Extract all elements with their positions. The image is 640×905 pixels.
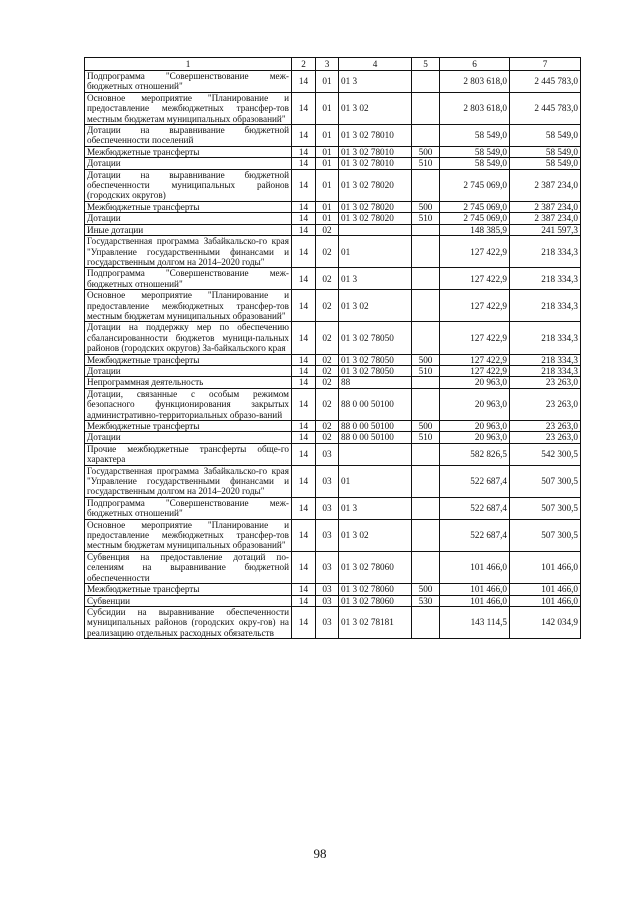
row-amount-cell: 2 745 069,0 [440,201,510,212]
table-row [85,213,581,224]
row-amount-cell: 58 549,0 [440,158,510,169]
row-target-code-cell: 88 0 00 50100 [339,388,412,420]
row-amount-cell: 2 803 618,0 [440,71,510,93]
row-subsection-cell: 02 [316,354,339,365]
table-row [85,584,581,595]
row-target-code-cell: 88 0 00 50100 [339,432,412,443]
row-name-cell: Дотации на выравнивание бюджетной обеспеченности поселений [85,125,292,147]
budget-table [84,57,581,639]
row-name-cell: Дотации на поддержку мер по обеспечению сбалансированности бюджетов муници-пальных районов (городских округов) За-байкальского края [85,322,292,354]
row-amount-cell: 2 745 069,0 [440,169,510,201]
table-row [85,365,581,376]
row-target-code-cell: 01 3 02 78060 [339,551,412,583]
row-code-cell: 14 [292,92,316,124]
row-name-cell: Субсидии на выравнивание обеспеченности муниципальных районов (городских окру-гов) на реализацию отдельных расходных обязательств [85,606,292,638]
row-expense-type-cell [412,606,440,638]
row-amount-cell: 2 445 783,0 [510,92,581,124]
row-target-code-cell: 88 0 00 50100 [339,421,412,432]
row-amount-cell: 582 826,5 [440,443,510,465]
row-subsection-cell: 01 [316,169,339,201]
row-amount-cell: 101 466,0 [440,551,510,583]
row-target-code-cell: 01 3 02 78050 [339,322,412,354]
row-amount-cell: 2 803 618,0 [440,92,510,124]
row-subsection-cell: 03 [316,443,339,465]
row-name-cell: Подпрограмма "Совершенствование меж-бюджетных отношений" [85,71,292,93]
row-target-code-cell: 01 [339,236,412,268]
row-target-code-cell: 01 3 02 [339,519,412,551]
table-row [85,606,581,638]
row-name-cell: Подпрограмма "Совершенствование меж-бюджетных отношений" [85,497,292,519]
header-cell: 5 [412,58,440,71]
row-subsection-cell: 01 [316,71,339,93]
row-amount-cell: 2 387 234,0 [510,169,581,201]
row-name-cell: Межбюджетные трансферты [85,584,292,595]
row-code-cell: 14 [292,551,316,583]
row-subsection-cell: 02 [316,388,339,420]
row-expense-type-cell [412,443,440,465]
row-code-cell: 14 [292,158,316,169]
row-expense-type-cell: 500 [412,354,440,365]
row-expense-type-cell [412,290,440,322]
row-target-code-cell: 01 3 02 78010 [339,146,412,157]
row-name-cell: Межбюджетные трансферты [85,354,292,365]
header-cell: 7 [510,58,581,71]
row-amount-cell: 20 963,0 [440,377,510,388]
row-target-code-cell: 01 3 02 78060 [339,584,412,595]
row-amount-cell: 101 466,0 [510,584,581,595]
row-expense-type-cell: 500 [412,201,440,212]
row-amount-cell: 218 334,3 [510,236,581,268]
row-target-code-cell: 01 3 02 [339,92,412,124]
row-expense-type-cell: 500 [412,584,440,595]
row-subsection-cell: 01 [316,92,339,124]
row-subsection-cell: 03 [316,551,339,583]
row-amount-cell: 127 422,9 [440,290,510,322]
row-code-cell: 14 [292,443,316,465]
table-row [85,268,581,290]
row-name-cell: Непрограммная деятельность [85,377,292,388]
row-amount-cell: 20 963,0 [440,421,510,432]
row-name-cell: Дотации [85,365,292,376]
row-subsection-cell: 01 [316,158,339,169]
row-code-cell: 14 [292,224,316,235]
row-amount-cell: 143 114,5 [440,606,510,638]
header-cell: 4 [339,58,412,71]
row-subsection-cell: 01 [316,146,339,157]
row-amount-cell: 218 334,3 [510,322,581,354]
row-code-cell: 14 [292,236,316,268]
table-row [85,421,581,432]
row-amount-cell: 241 597,3 [510,224,581,235]
row-target-code-cell: 01 3 02 78060 [339,595,412,606]
row-code-cell: 14 [292,169,316,201]
row-amount-cell: 218 334,3 [510,354,581,365]
row-expense-type-cell: 510 [412,158,440,169]
row-amount-cell: 101 466,0 [440,584,510,595]
row-amount-cell: 507 300,5 [510,519,581,551]
row-name-cell: Дотации [85,432,292,443]
row-target-code-cell: 01 3 [339,71,412,93]
row-expense-type-cell [412,388,440,420]
row-expense-type-cell [412,465,440,497]
table-row [85,290,581,322]
row-name-cell: Основное мероприятие "Планирование и предоставление межбюджетных трансфер-тов местным бюджетам муниципальных образований" [85,519,292,551]
table-row [85,71,581,93]
row-target-code-cell [339,224,412,235]
row-amount-cell: 23 263,0 [510,432,581,443]
row-subsection-cell: 01 [316,125,339,147]
row-amount-cell: 20 963,0 [440,388,510,420]
row-name-cell: Подпрограмма "Совершенствование меж-бюджетных отношений" [85,268,292,290]
row-amount-cell: 23 263,0 [510,388,581,420]
row-code-cell: 14 [292,465,316,497]
row-amount-cell: 2 445 783,0 [510,71,581,93]
row-amount-cell: 23 263,0 [510,421,581,432]
row-expense-type-cell: 510 [412,365,440,376]
row-expense-type-cell [412,322,440,354]
table-row [85,92,581,124]
row-subsection-cell: 01 [316,201,339,212]
row-amount-cell: 148 385,9 [440,224,510,235]
row-amount-cell: 522 687,4 [440,519,510,551]
row-expense-type-cell [412,519,440,551]
table-row [85,519,581,551]
header-cell: 1 [85,58,292,71]
table-row [85,354,581,365]
row-amount-cell: 127 422,9 [440,268,510,290]
row-amount-cell: 23 263,0 [510,377,581,388]
row-amount-cell: 58 549,0 [440,125,510,147]
table-row [85,322,581,354]
row-subsection-cell: 03 [316,497,339,519]
row-expense-type-cell: 530 [412,595,440,606]
row-target-code-cell [339,443,412,465]
row-expense-type-cell [412,224,440,235]
row-expense-type-cell [412,125,440,147]
row-name-cell: Государственная программа Забайкальско-го края "Управление государственными финансами и государственным долгом на 2014–2020 годы" [85,465,292,497]
row-target-code-cell: 01 3 02 78010 [339,125,412,147]
row-amount-cell: 127 422,9 [440,354,510,365]
row-name-cell: Субвенция на предоставление дотаций по-селениям на выравнивание бюджетной обеспеченности [85,551,292,583]
row-expense-type-cell [412,551,440,583]
row-amount-cell: 142 034,9 [510,606,581,638]
row-expense-type-cell [412,268,440,290]
row-code-cell: 14 [292,354,316,365]
row-amount-cell: 58 549,0 [510,158,581,169]
row-amount-cell: 101 466,0 [440,595,510,606]
row-code-cell: 14 [292,432,316,443]
table-row [85,443,581,465]
row-amount-cell: 218 334,3 [510,268,581,290]
table-row [85,465,581,497]
row-name-cell: Иные дотации [85,224,292,235]
page-number: 98 [313,846,327,861]
row-amount-cell: 58 549,0 [510,146,581,157]
row-expense-type-cell [412,71,440,93]
row-amount-cell: 58 549,0 [440,146,510,157]
row-code-cell: 14 [292,519,316,551]
row-subsection-cell: 02 [316,290,339,322]
row-subsection-cell: 03 [316,465,339,497]
row-code-cell: 14 [292,146,316,157]
table-row [85,158,581,169]
row-name-cell: Дотации, связанные с особым режимом безопасного функционирования закрытых административно-территориальных образо-ваний [85,388,292,420]
row-subsection-cell: 02 [316,224,339,235]
row-name-cell: Межбюджетные трансферты [85,421,292,432]
row-target-code-cell: 88 [339,377,412,388]
row-amount-cell: 507 300,5 [510,465,581,497]
row-amount-cell: 127 422,9 [440,322,510,354]
row-expense-type-cell [412,377,440,388]
table-row [85,551,581,583]
row-subsection-cell: 03 [316,595,339,606]
row-amount-cell: 101 466,0 [510,595,581,606]
row-name-cell: Основное мероприятие "Планирование и предоставление межбюджетных трансфер-тов местным бюджетам муниципальных образований" [85,290,292,322]
row-target-code-cell: 01 3 02 78050 [339,354,412,365]
row-amount-cell: 127 422,9 [440,365,510,376]
table-row [85,377,581,388]
table-row [85,224,581,235]
row-target-code-cell: 01 3 02 78020 [339,213,412,224]
row-expense-type-cell [412,92,440,124]
table-row [85,201,581,212]
row-subsection-cell: 03 [316,584,339,595]
table-row [85,146,581,157]
row-subsection-cell: 01 [316,213,339,224]
row-code-cell: 14 [292,497,316,519]
row-subsection-cell: 02 [316,365,339,376]
row-subsection-cell: 02 [316,377,339,388]
row-name-cell: Дотации [85,213,292,224]
row-expense-type-cell: 510 [412,432,440,443]
row-name-cell: Дотации [85,158,292,169]
row-code-cell: 14 [292,606,316,638]
row-name-cell: Основное мероприятие "Планирование и предоставление межбюджетных трансфер-тов местным бюджетам муниципальных образований" [85,92,292,124]
row-amount-cell: 542 300,5 [510,443,581,465]
row-target-code-cell: 01 3 02 78181 [339,606,412,638]
row-amount-cell: 522 687,4 [440,465,510,497]
row-amount-cell: 522 687,4 [440,497,510,519]
header-cell: 6 [440,58,510,71]
row-expense-type-cell [412,169,440,201]
row-subsection-cell: 02 [316,421,339,432]
row-code-cell: 14 [292,322,316,354]
row-code-cell: 14 [292,584,316,595]
row-name-cell: Дотации на выравнивание бюджетной обеспеченности муниципальных районов (городских округов) [85,169,292,201]
table-body [85,58,581,639]
row-subsection-cell: 02 [316,322,339,354]
header-cell: 2 [292,58,316,71]
row-name-cell: Межбюджетные трансферты [85,201,292,212]
header-row [85,58,581,71]
row-subsection-cell: 02 [316,432,339,443]
row-name-cell: Межбюджетные трансферты [85,146,292,157]
row-code-cell: 14 [292,595,316,606]
row-amount-cell: 127 422,9 [440,236,510,268]
row-expense-type-cell: 500 [412,421,440,432]
row-expense-type-cell [412,236,440,268]
row-target-code-cell: 01 3 [339,497,412,519]
row-amount-cell: 218 334,3 [510,365,581,376]
row-subsection-cell: 02 [316,268,339,290]
table-row [85,125,581,147]
row-target-code-cell: 01 3 02 [339,290,412,322]
table-row [85,388,581,420]
row-code-cell: 14 [292,421,316,432]
header-cell: 3 [316,58,339,71]
row-expense-type-cell: 500 [412,146,440,157]
table-row [85,432,581,443]
row-amount-cell: 20 963,0 [440,432,510,443]
row-amount-cell: 218 334,3 [510,290,581,322]
row-target-code-cell: 01 3 02 78010 [339,158,412,169]
row-code-cell: 14 [292,213,316,224]
table-row [85,595,581,606]
row-code-cell: 14 [292,125,316,147]
row-code-cell: 14 [292,268,316,290]
row-amount-cell: 58 549,0 [510,125,581,147]
row-target-code-cell: 01 3 [339,268,412,290]
row-amount-cell: 507 300,5 [510,497,581,519]
table-row [85,236,581,268]
row-name-cell: Государственная программа Забайкальско-го края "Управление государственными финансами и государственным долгом на 2014–2020 годы" [85,236,292,268]
row-code-cell: 14 [292,388,316,420]
table-row [85,497,581,519]
row-amount-cell: 2 387 234,0 [510,201,581,212]
row-code-cell: 14 [292,365,316,376]
row-amount-cell: 2 745 069,0 [440,213,510,224]
row-target-code-cell: 01 3 02 78050 [339,365,412,376]
row-code-cell: 14 [292,201,316,212]
row-expense-type-cell: 510 [412,213,440,224]
table-row [85,169,581,201]
row-name-cell: Субвенции [85,595,292,606]
row-name-cell: Прочие межбюджетные трансферты обще-го характера [85,443,292,465]
row-target-code-cell: 01 [339,465,412,497]
row-subsection-cell: 02 [316,236,339,268]
row-target-code-cell: 01 3 02 78020 [339,201,412,212]
row-code-cell: 14 [292,377,316,388]
row-subsection-cell: 03 [316,606,339,638]
row-subsection-cell: 03 [316,519,339,551]
row-expense-type-cell [412,497,440,519]
row-code-cell: 14 [292,290,316,322]
row-code-cell: 14 [292,71,316,93]
row-target-code-cell: 01 3 02 78020 [339,169,412,201]
row-amount-cell: 101 466,0 [510,551,581,583]
row-amount-cell: 2 387 234,0 [510,213,581,224]
